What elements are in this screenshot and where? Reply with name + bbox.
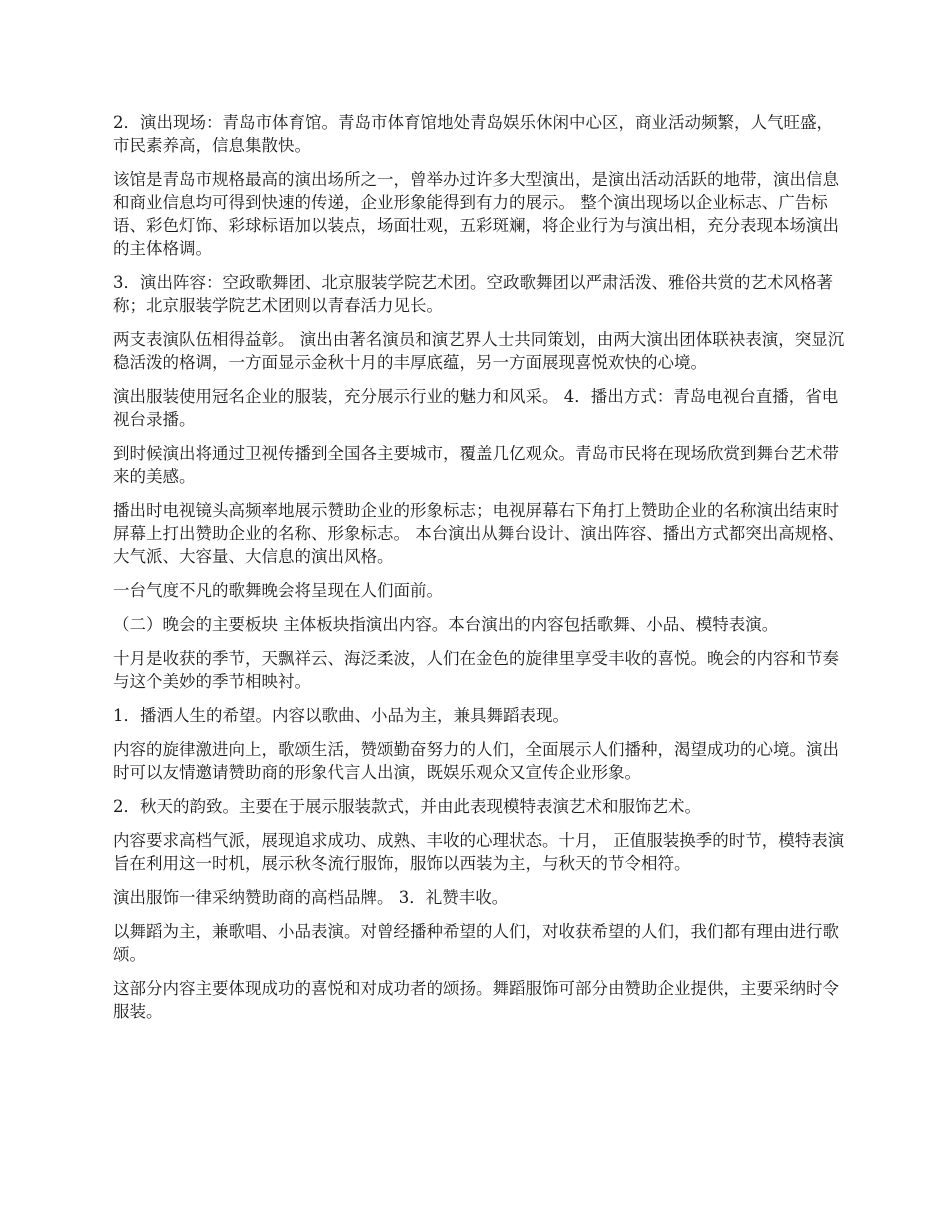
paragraph: 3．演出阵容：空政歌舞团、北京服装学院艺术团。空政歌舞团以严肃活泼、雅俗共赏的艺术风格著称；北京服装学院艺术团则以青春活力见长。 (113, 273, 833, 315)
paragraph: 内容的旋律激进向上，歌颂生活，赞颂勤奋努力的人们，全面展示人们播种，渴望成功的心境。演出时可以友情邀请赞助商的形象代言人出演，既娱乐观众又宣传企业形象。 (113, 740, 839, 782)
paragraph: 演出服饰一律采纳赞助商的高档品牌。 3．礼赞丰收。 (113, 888, 509, 907)
paragraph: 播出时电视镜头高频率地展示赞助企业的形象标志；电视屏幕右下角打上赞助企业的名称演出结束时屏幕上打出赞助企业的名称、形象标志。 本台演出从舞台设计、演出阵容、播出方式都突出高规格、大气派、大容量、大信息的演出风格。 (113, 501, 845, 566)
paragraph: （二）晚会的主要板块 主体板块指演出内容。本台演出的内容包括歌舞、小品、模特表演。 (113, 615, 779, 634)
document-body (113, 111, 845, 1034)
paragraph: 该馆是青岛市规格最高的演出场所之一，曾举办过许多大型演出，是演出活动活跃的地带，演出信息和商业信息均可得到快速的传递，企业形象能得到有力的展示。 整个演出现场以企业标志、广告标语、彩色灯饰、彩球标语加以装点，场面壮观，五彩斑斓，将企业行为与演出相，充分表现本场演出的主体格调。 (113, 170, 839, 258)
paragraph: 到时候演出将通过卫视传播到全国各主要城市，覆盖几亿观众。青岛市民将在现场欣赏到舞台艺术带来的美感。 (113, 444, 839, 486)
paragraph: 2．演出现场：青岛市体育馆。青岛市体育馆地处青岛娱乐休闲中心区，商业活动频繁，人气旺盛，市民素养高，信息集散快。 (113, 113, 833, 155)
paragraph: 2．秋天的韵致。主要在于展示服装款式，并由此表现模特表演艺术和服饰艺术。 (113, 797, 701, 816)
paragraph: 两支表演队伍相得益彰。 演出由著名演员和演艺界人士共同策划，由两大演出团体联袂表演，突显沉稳活泼的格调，一方面显示金秋十月的丰厚底蕴，另一方面展现喜悦欢快的心境。 (113, 330, 845, 372)
paragraph: 以舞蹈为主，兼歌唱、小品表演。对曾经播种希望的人们，对收获希望的人们，我们都有理由进行歌颂。 (113, 922, 839, 964)
paragraph: 这部分内容主要体现成功的喜悦和对成功者的颂扬。舞蹈服饰可部分由赞助企业提供，主要采纳时令服装。 (113, 979, 839, 1021)
paragraph: 十月是收获的季节，天飘祥云、海泛柔波，人们在金色的旋律里享受丰收的喜悦。晚会的内容和节奏与这个美妙的季节相映衬。 (113, 649, 839, 691)
paragraph: 1．播洒人生的希望。内容以歌曲、小品为主，兼具舞蹈表现。 (113, 706, 569, 725)
paragraph: 演出服装使用冠名企业的服装，充分展示行业的魅力和风采。 4．播出方式：青岛电视台直播，省电视台录播。 (113, 387, 839, 429)
paragraph: 一台气度不凡的歌舞晚会将呈现在人们面前。 (113, 581, 443, 600)
paragraph: 内容要求高档气派，展现追求成功、成熟、丰收的心理状态。十月， 正值服装换季的时节，模特表演旨在利用这一时机，展示秋冬流行服饰，服饰以西装为主，与秋天的节令相符。 (113, 831, 845, 873)
